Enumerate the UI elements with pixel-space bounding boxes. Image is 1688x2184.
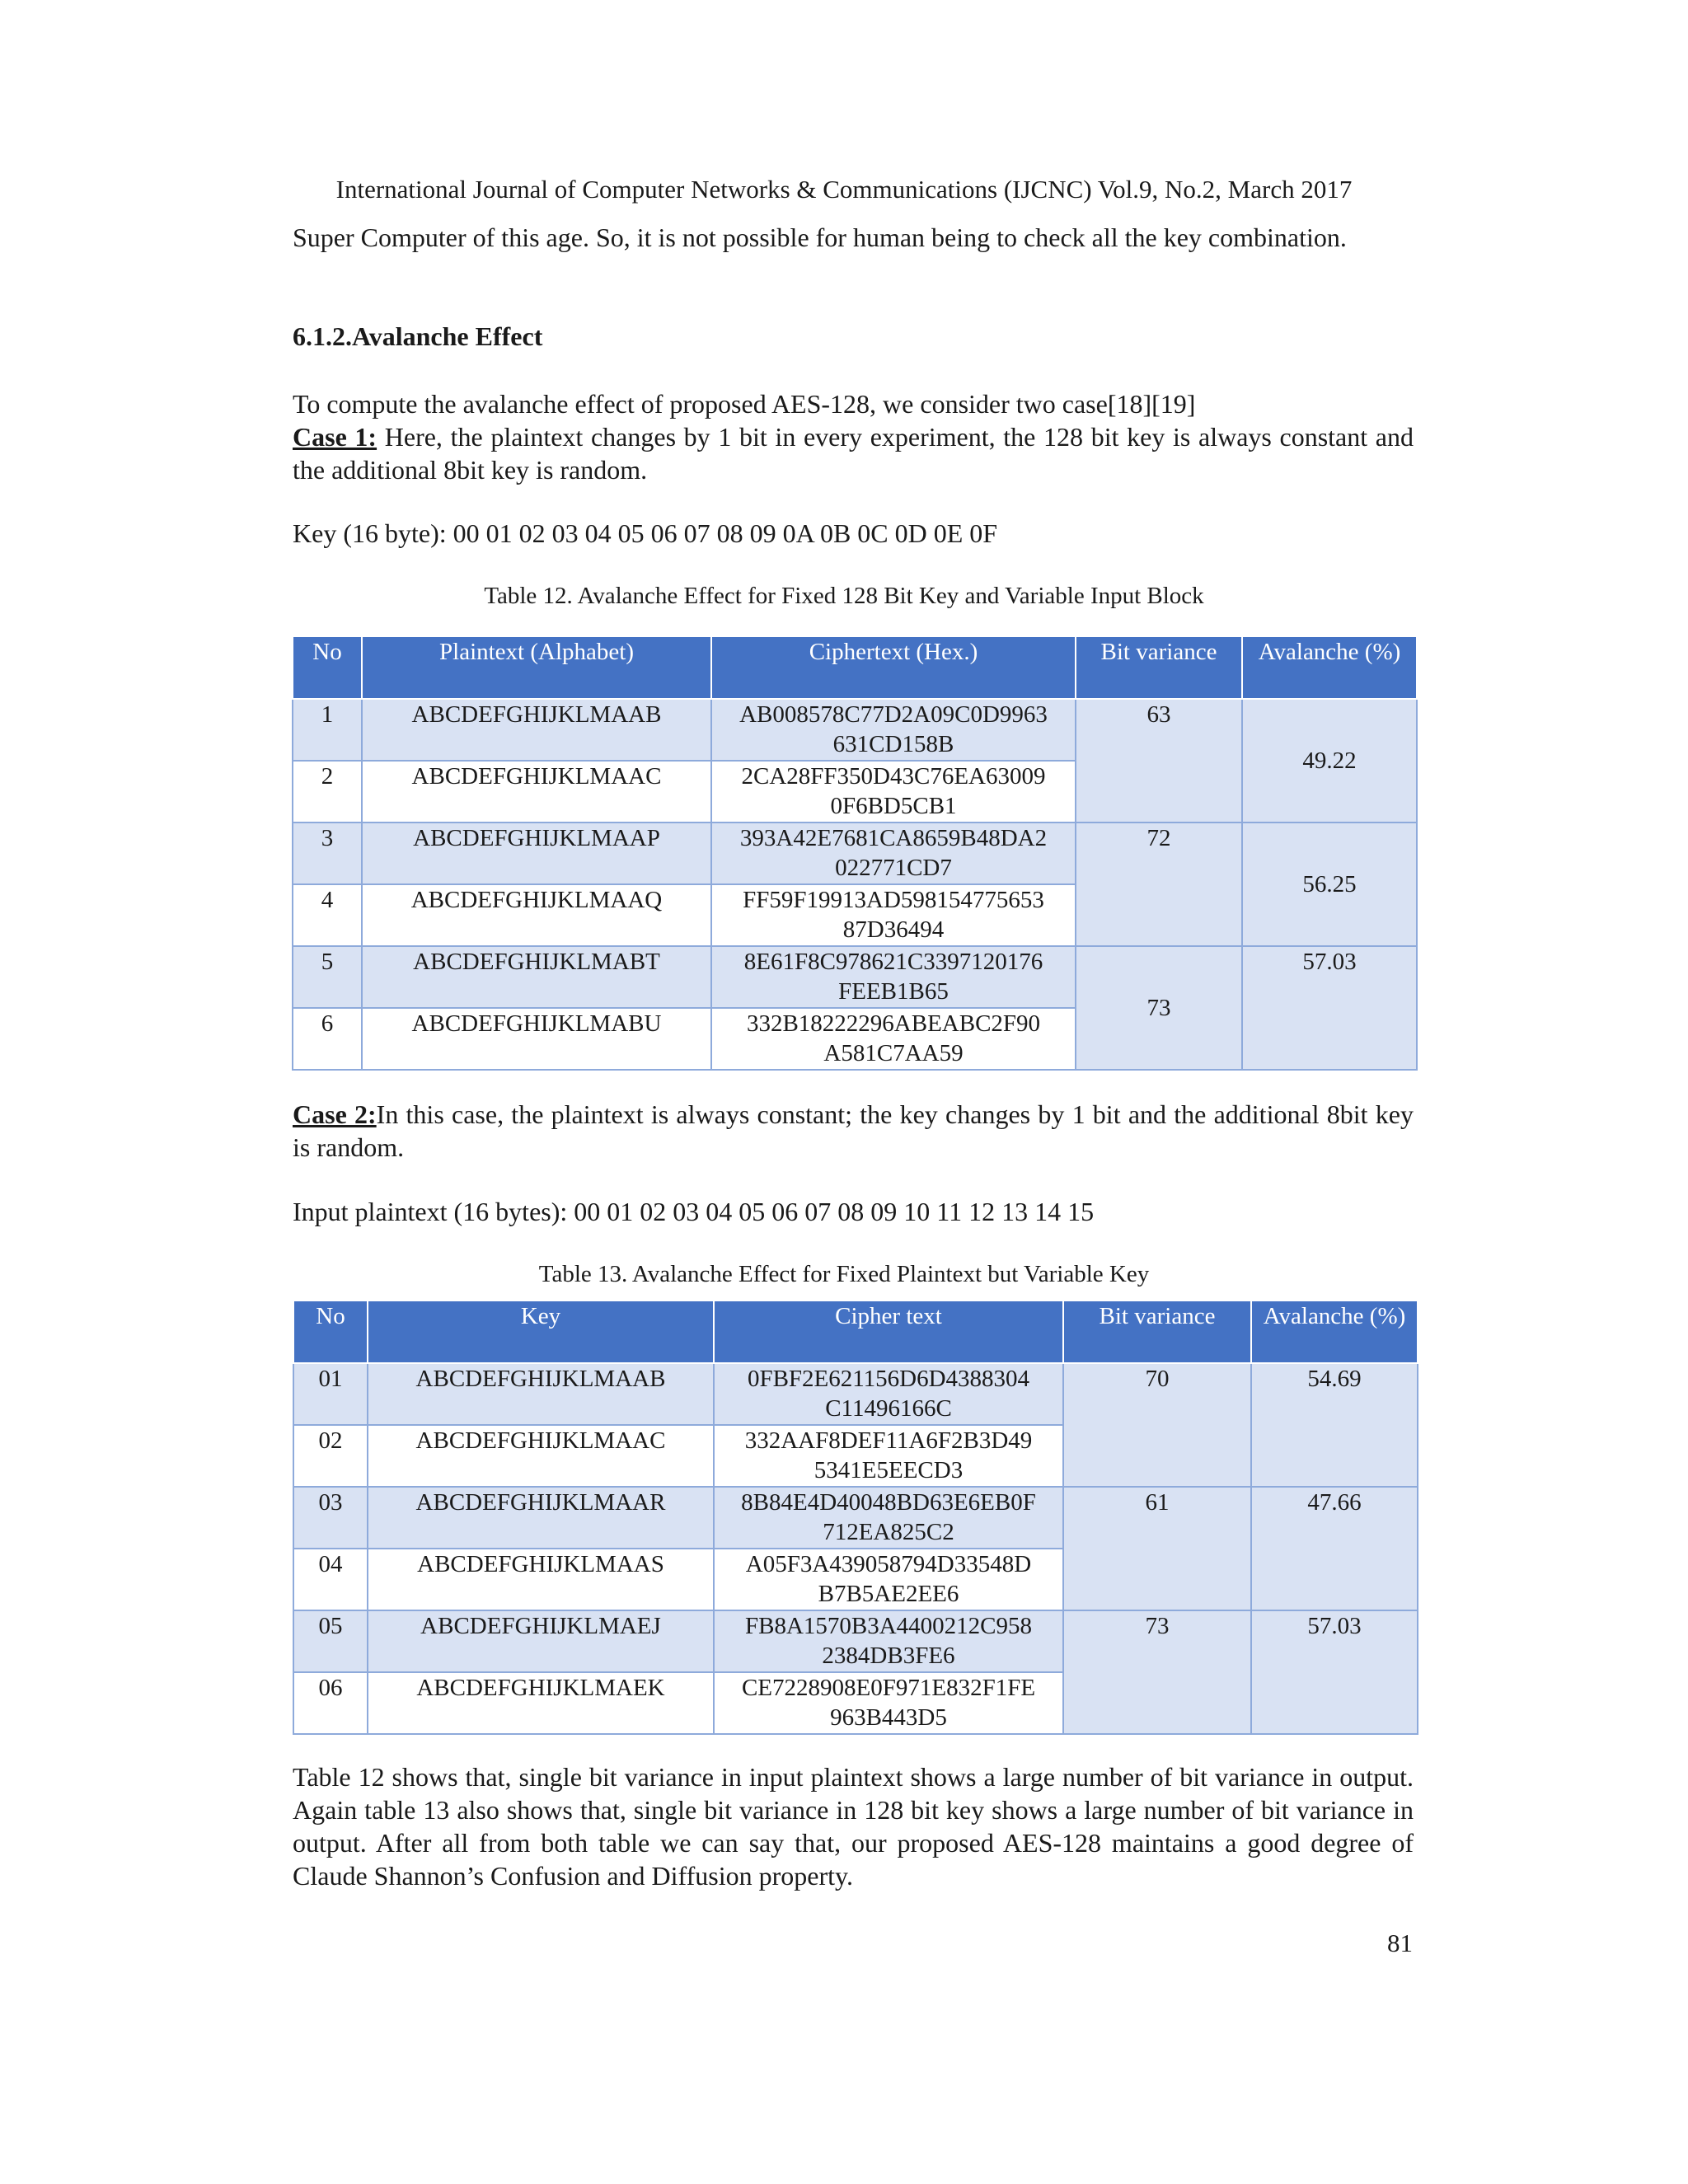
row-no: 02	[293, 1425, 368, 1487]
row-key: ABCDEFGHIJKLMAAC	[368, 1425, 714, 1487]
table13-header-bit-variance: Bit variance	[1063, 1301, 1251, 1363]
intro-paragraph: Super Computer of this age. So, it is not possible for human being to check all the key combination.	[293, 223, 1347, 252]
conclusion-paragraph: Table 12 shows that, single bit variance in input plaintext shows a large number of bit variance in output. Again table 13 also shows that, single bit variance in 128 bit key shows a large number of bit variance in output. After all from both table we can say that, our proposed AES-128 maintains a good degree of Claude Shannon’s Confusion and Diffusion property.	[293, 1762, 1414, 1891]
table13-header-avalanche: Avalanche (%)	[1251, 1301, 1418, 1363]
row-plaintext: ABCDEFGHIJKLMAAC	[362, 761, 711, 823]
case-description	[293, 387, 1414, 486]
row-no: 4	[293, 884, 362, 946]
row-avalanche: 47.66	[1251, 1487, 1418, 1610]
table12-header-avalanche: Avalanche (%)	[1242, 636, 1417, 699]
table13-caption: Table 13. Avalanche Effect for Fixed Plaintext but Variable Key	[538, 1261, 1150, 1287]
row-no: 01	[293, 1363, 368, 1425]
key-line: Key (16 byte): 00 01 02 03 04 05 06 07 08 09 0A 0B 0C 0D 0E 0F	[293, 518, 998, 548]
row-bit-variance: 73	[1063, 1610, 1251, 1734]
table12	[292, 635, 1418, 1071]
row-no: 2	[293, 761, 362, 823]
table13-header-no: No	[293, 1301, 368, 1363]
row-plaintext: ABCDEFGHIJKLMAAQ	[362, 884, 711, 946]
case2-paragraph	[293, 1098, 1414, 1164]
journal-header: International Journal of Computer Networks & Communications (IJCNC) Vol.9, No.2, March 2017	[335, 175, 1353, 204]
row-no: 1	[293, 699, 362, 761]
row-ciphertext: AB008578C77D2A09C0D9963 631CD158B	[711, 699, 1076, 761]
row-avalanche: 54.69	[1251, 1363, 1418, 1487]
table-row	[293, 699, 1417, 761]
row-bit-variance: 61	[1063, 1487, 1251, 1610]
case1-text: Here, the plaintext changes by 1 bit in every experiment, the 128 bit key is always constant and the additional 8bit key is random.	[293, 422, 1414, 485]
row-cipher-text: A05F3A439058794D33548D B7B5AE2EE6	[714, 1549, 1063, 1610]
row-bit-variance: 70	[1063, 1363, 1251, 1487]
row-plaintext: ABCDEFGHIJKLMABU	[362, 1008, 711, 1070]
table-row	[293, 1487, 1418, 1549]
row-no: 6	[293, 1008, 362, 1070]
section-heading: 6.1.2.Avalanche Effect	[293, 321, 543, 351]
row-ciphertext: 332B18222296ABEABC2F90 A581C7AA59	[711, 1008, 1076, 1070]
table12-header-row	[293, 636, 1417, 699]
row-avalanche: 57.03	[1242, 946, 1417, 1070]
row-no: 05	[293, 1610, 368, 1672]
row-ciphertext: 393A42E7681CA8659B48DA2 022771CD7	[711, 823, 1076, 884]
table12-header-bit-variance: Bit variance	[1076, 636, 1242, 699]
row-bit-variance: 63	[1076, 699, 1242, 823]
table-row	[293, 1363, 1418, 1425]
row-no: 03	[293, 1487, 368, 1549]
table13-header-row	[293, 1301, 1418, 1363]
row-no: 06	[293, 1672, 368, 1734]
row-key: ABCDEFGHIJKLMAAS	[368, 1549, 714, 1610]
row-plaintext: ABCDEFGHIJKLMAAP	[362, 823, 711, 884]
page-number: 81	[1387, 1929, 1413, 1957]
row-no: 5	[293, 946, 362, 1008]
case1-label: Case 1:	[293, 422, 377, 452]
table-row	[293, 1610, 1418, 1672]
row-no: 3	[293, 823, 362, 884]
row-avalanche: 56.25	[1242, 823, 1417, 946]
case1-paragraph	[293, 420, 1414, 486]
row-plaintext: ABCDEFGHIJKLMAAB	[362, 699, 711, 761]
row-key: ABCDEFGHIJKLMAEK	[368, 1672, 714, 1734]
table13-header-cipher-text: Cipher text	[714, 1301, 1063, 1363]
table12-header-no: No	[293, 636, 362, 699]
table-row	[293, 823, 1417, 884]
row-cipher-text: 332AAF8DEF11A6F2B3D49 5341E5EECD3	[714, 1425, 1063, 1487]
row-key: ABCDEFGHIJKLMAAB	[368, 1363, 714, 1425]
input-plaintext-line: Input plaintext (16 bytes): 00 01 02 03 04 05 06 07 08 09 10 11 12 13 14 15	[293, 1197, 1095, 1226]
row-bit-variance: 72	[1076, 823, 1242, 946]
row-key: ABCDEFGHIJKLMAEJ	[368, 1610, 714, 1672]
row-cipher-text: FB8A1570B3A4400212C958 2384DB3FE6	[714, 1610, 1063, 1672]
row-ciphertext: 8E61F8C978621C3397120176 FEEB1B65	[711, 946, 1076, 1008]
row-avalanche: 49.22	[1242, 699, 1417, 823]
row-ciphertext: FF59F19913AD598154775653 87D36494	[711, 884, 1076, 946]
table12-header-plaintext: Plaintext (Alphabet)	[362, 636, 711, 699]
table-row	[293, 946, 1417, 1008]
row-cipher-text: 8B84E4D40048BD63E6EB0F 712EA825C2	[714, 1487, 1063, 1549]
table13-header-key: Key	[368, 1301, 714, 1363]
case2-text: In this case, the plaintext is always constant; the key changes by 1 bit and the additional 8bit key is random.	[293, 1099, 1414, 1162]
row-cipher-text: 0FBF2E621156D6D4388304 C11496166C	[714, 1363, 1063, 1425]
row-cipher-text: CE7228908E0F971E832F1FE 963B443D5	[714, 1672, 1063, 1734]
table12-header-ciphertext: Ciphertext (Hex.)	[711, 636, 1076, 699]
row-key: ABCDEFGHIJKLMAAR	[368, 1487, 714, 1549]
case2-label: Case 2:	[293, 1099, 377, 1129]
row-no: 04	[293, 1549, 368, 1610]
row-avalanche: 57.03	[1251, 1610, 1418, 1734]
row-plaintext: ABCDEFGHIJKLMABT	[362, 946, 711, 1008]
row-ciphertext: 2CA28FF350D43C76EA63009 0F6BD5CB1	[711, 761, 1076, 823]
table13	[293, 1300, 1418, 1735]
intro-case-line: To compute the avalanche effect of proposed AES-128, we consider two case[18][19]	[293, 389, 1196, 419]
row-bit-variance: 73	[1076, 946, 1242, 1070]
table12-caption: Table 12. Avalanche Effect for Fixed 128 Bit Key and Variable Input Block	[484, 583, 1204, 609]
